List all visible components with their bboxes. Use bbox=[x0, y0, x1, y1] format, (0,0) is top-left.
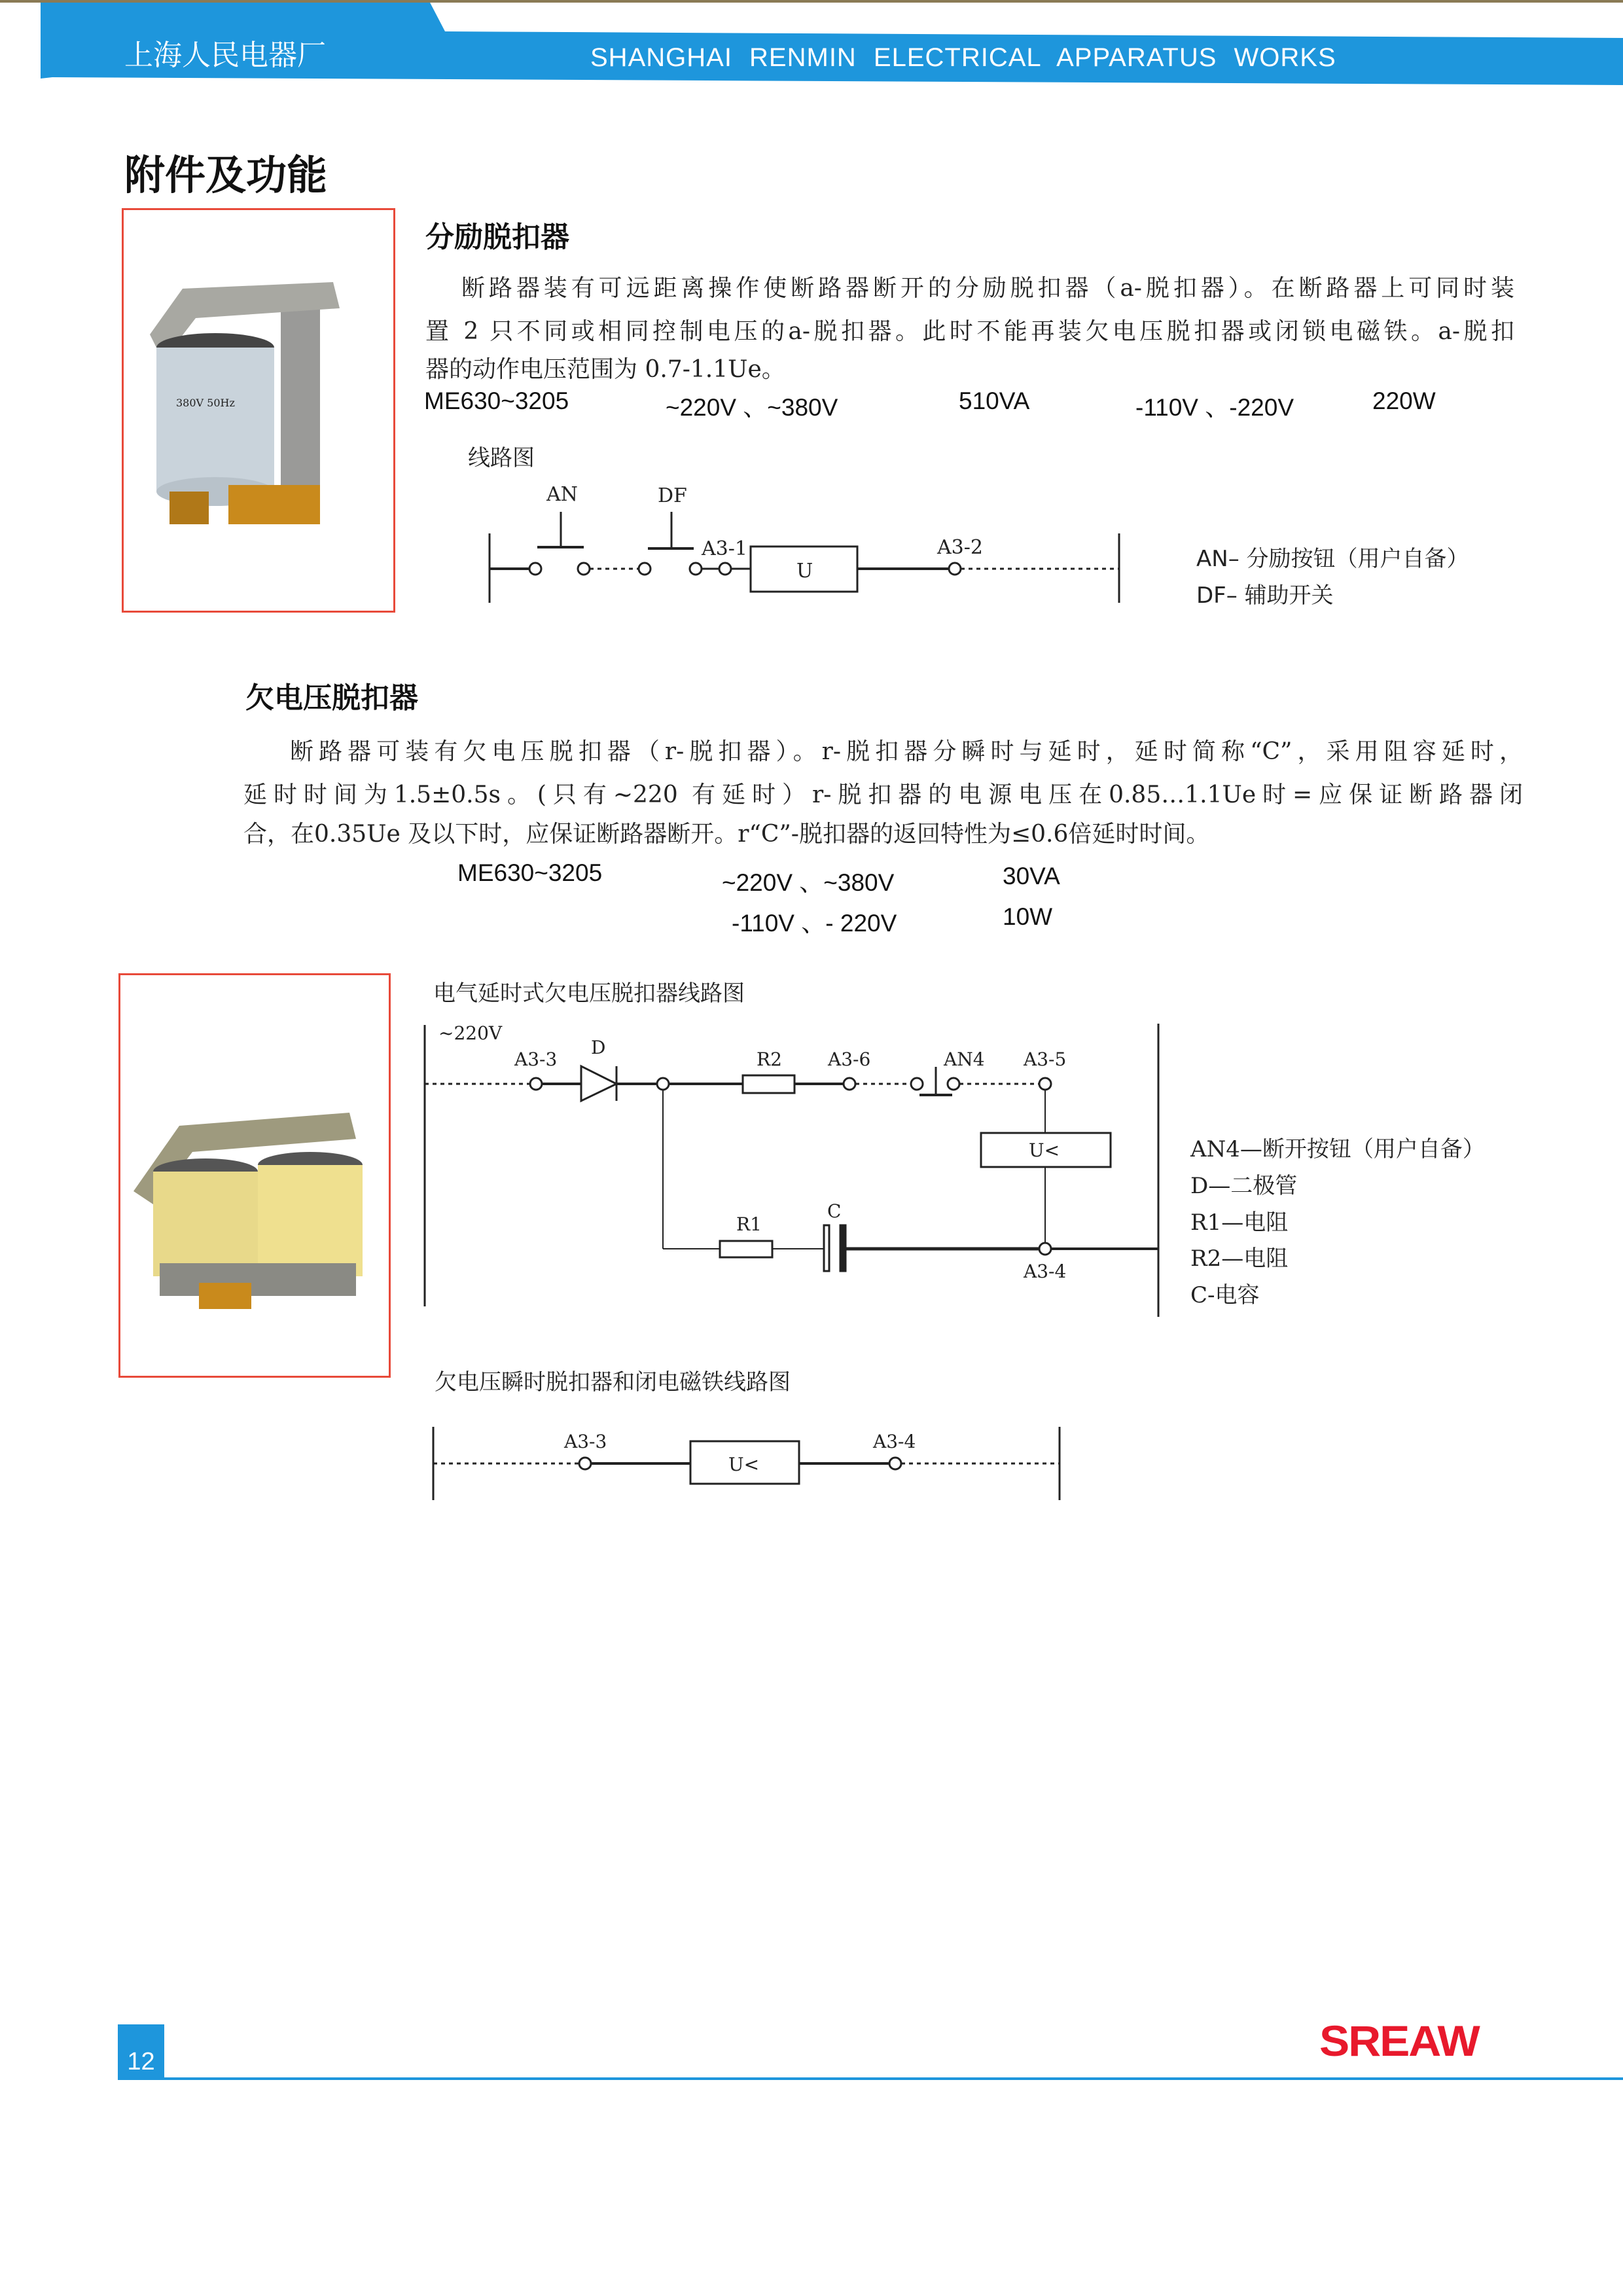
undervoltage-release-photo bbox=[118, 973, 391, 1378]
label-a3-4: A3-4 bbox=[873, 1431, 916, 1452]
legend-an: AN– 分励按钮（用户自备） bbox=[1196, 546, 1469, 572]
undervoltage-release-image bbox=[120, 975, 389, 1376]
coil-u-label: U bbox=[796, 560, 813, 583]
legend-an4: AN4—断开按钮（用户自备） bbox=[1190, 1136, 1485, 1162]
legend-c: C-电容 bbox=[1190, 1282, 1260, 1308]
label-df: DF bbox=[658, 484, 687, 507]
shunt-spec-ac-power: 510VA bbox=[959, 387, 1030, 414]
uv-spec-model: ME630~3205 bbox=[457, 859, 603, 886]
undervoltage-para-line: 延时时间为1.5±0.5s。(只有~220 有延时）r-脱扣器的电源电压在0.85…1.1Ue时=应保证断路器闭 bbox=[243, 781, 1523, 808]
page-number: 12 bbox=[118, 2024, 164, 2080]
uv-spec-dc-voltage: -110V 、- 220V bbox=[732, 910, 897, 937]
uv-spec-ac-power: 30VA bbox=[1003, 863, 1060, 889]
label-a3-2: A3-2 bbox=[937, 536, 983, 559]
legend-r2: R2—电阻 bbox=[1190, 1246, 1289, 1272]
label-a3-4: A3-4 bbox=[1024, 1261, 1067, 1282]
undervoltage-para-line: 断路器可装有欠电压脱扣器（r-脱扣器）。r-脱扣器分瞬时与延时，延时简称“C”，采用阻容延时， bbox=[290, 738, 1523, 765]
legend-r1: R1—电阻 bbox=[1190, 1210, 1289, 1236]
shunt-diagram-caption: 线路图 bbox=[468, 445, 535, 471]
label-a3-3: A3-3 bbox=[514, 1049, 558, 1070]
shunt-release-heading: 分励脱扣器 bbox=[425, 221, 569, 254]
company-name-cn: 上海人民电器厂 bbox=[124, 39, 326, 72]
undervoltage-heading: 欠电压脱扣器 bbox=[245, 681, 418, 715]
label-an4: AN4 bbox=[944, 1049, 985, 1070]
label-r2: R2 bbox=[757, 1049, 782, 1070]
label-a3-3: A3-3 bbox=[564, 1431, 607, 1452]
label-capacitor: C bbox=[827, 1200, 842, 1222]
company-name-en: SHANGHAI RENMIN ELECTRICAL APPARATUS WORKS bbox=[590, 43, 1336, 72]
shunt-para-line: 断路器装有可远距离操作使断路器断开的分励脱扣器（a-脱扣器）。在断路器上可同时装 bbox=[461, 275, 1514, 302]
footer-divider bbox=[164, 2077, 1623, 2080]
label-supply: ~220V bbox=[438, 1022, 503, 1044]
company-logo: SREAW bbox=[1319, 2017, 1479, 2065]
shunt-spec-dc-power: 220W bbox=[1372, 387, 1436, 414]
svg-text:380V 50Hz: 380V 50Hz bbox=[176, 397, 235, 409]
shunt-spec-ac-voltage: ~220V 、~380V bbox=[666, 394, 838, 421]
label-a3-5: A3-5 bbox=[1024, 1049, 1067, 1070]
shunt-circuit bbox=[490, 512, 1119, 603]
label-diode: D bbox=[591, 1037, 606, 1058]
page-title: 附件及功能 bbox=[124, 151, 328, 199]
uv-spec-dc-power: 10W bbox=[1003, 903, 1053, 930]
legend-df: DF– 辅助开关 bbox=[1196, 583, 1334, 609]
shunt-spec-dc-voltage: -110V 、-220V bbox=[1135, 394, 1294, 421]
legend-d: D—二极管 bbox=[1190, 1173, 1298, 1199]
label-a3-6: A3-6 bbox=[828, 1049, 871, 1070]
label-r1: R1 bbox=[736, 1213, 762, 1235]
coil-u-instant-label: U< bbox=[728, 1454, 760, 1475]
instant-diagram-caption: 欠电压瞬时脱扣器和闭电磁铁线路图 bbox=[435, 1369, 791, 1395]
shunt-para-line: 置 2 只不同或相同控制电压的a-脱扣器。此时不能再装欠电压脱扣器或闭锁电磁铁。a-脱扣 bbox=[425, 318, 1514, 345]
label-an: AN bbox=[546, 483, 578, 506]
label-a3-1: A3-1 bbox=[702, 537, 747, 560]
shunt-para-line: 器的动作电压范围为 0.7-1.1Ue。 bbox=[425, 356, 785, 383]
uv-spec-ac-voltage: ~220V 、~380V bbox=[722, 869, 895, 896]
delay-diagram-caption: 电气延时式欠电压脱扣器线路图 bbox=[433, 980, 745, 1007]
shunt-spec-model: ME630~3205 bbox=[424, 387, 569, 414]
undervoltage-para-line: 合，在0.35Ue 及以下时，应保证断路器断开。r“C”-脱扣器的返回特性为≤0.6倍延时时间。 bbox=[243, 821, 1210, 848]
coil-u-undervoltage-label: U< bbox=[1029, 1139, 1060, 1161]
